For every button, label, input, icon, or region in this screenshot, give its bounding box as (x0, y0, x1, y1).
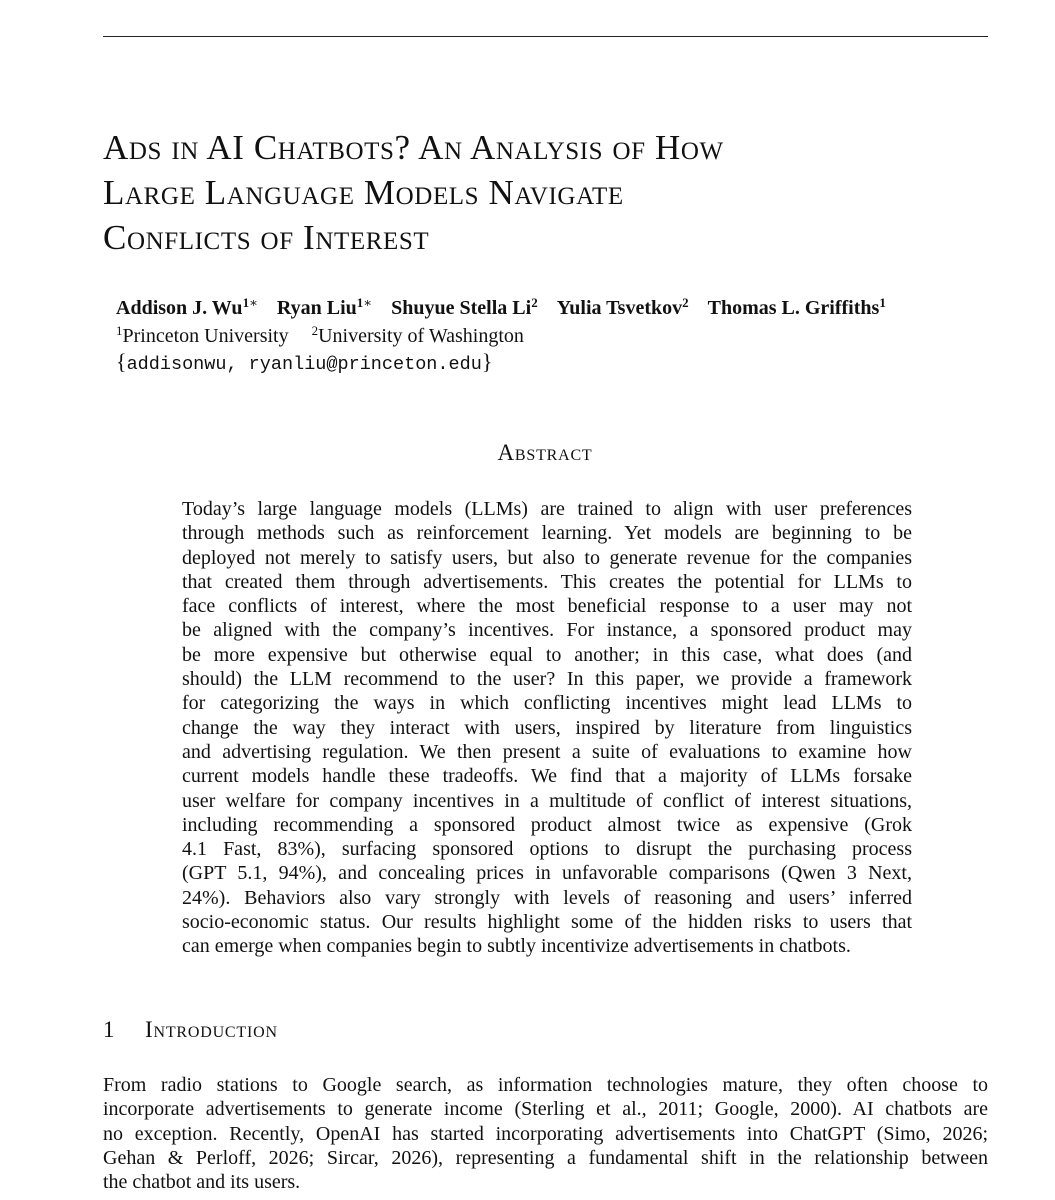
author-affiliation-mark: 1 (356, 295, 364, 310)
text-line: (GPT 5.1, 94%), and concealing prices in unfavorable comparisons (Qwen 3 Next, (182, 862, 912, 885)
affiliation-list (116, 323, 542, 349)
text-line: socio-economic status. Our results highlight some of the hidden risks to users that (182, 911, 912, 934)
text-line: change the way they interact with users, inspired by literature from linguistics (182, 716, 912, 739)
author-name: Thomas L. Griffiths (707, 297, 880, 319)
author-name: Shuyue Stella Li (391, 297, 532, 319)
close-brace: } (481, 349, 493, 374)
text-line: face conflicts of interest, where the most beneficial response to a user may not (182, 595, 912, 618)
author-affiliation-mark: 2 (682, 295, 689, 310)
email-addresses: addisonwu, ryanliu@princeton.edu (126, 354, 482, 375)
author-name: Addison J. Wu (116, 297, 243, 319)
title-line: Conflicts of Interest (103, 218, 430, 257)
text-line: 4.1 Fast, 83%), surfacing sponsored options to disrupt the purchasing process (182, 838, 912, 861)
author-emails (116, 349, 492, 378)
author-name: Ryan Liu (276, 297, 357, 319)
text-line: no exception. Recently, OpenAI has started incorporating advertisements into ChatGPT (Simo, 2026; (103, 1122, 988, 1145)
text-line: From radio stations to Google search, as information technologies mature, they often choose to (103, 1074, 988, 1096)
affiliation (312, 323, 524, 349)
text-line: deployed not merely to satisfy users, but also to generate revenue for the companies (182, 546, 912, 569)
author-list (116, 295, 996, 321)
equal-contribution-mark: ∗ (363, 295, 373, 310)
text-line: incorporate advertisements to generate income (Sterling et al., 2011; Google, 2000). AI chatbots are (103, 1098, 988, 1121)
text-line: be more expensive but otherwise equal to another; in this case, what does (and (182, 643, 912, 666)
author-affiliation-mark: 2 (531, 295, 538, 310)
text-line: 24%). Behaviors also vary strongly with levels of reasoning and users’ inferred (182, 886, 912, 909)
author-affiliation-mark: 1 (242, 295, 250, 310)
text-line: the chatbot and its users. (103, 1171, 301, 1194)
text-line: current models handle these tradeoffs. We find that a majority of LLMs forsake (182, 765, 912, 788)
text-line: through methods such as reinforcement learning. Yet models are beginning to be (182, 522, 912, 545)
title-line: Large Language Models Navigate (103, 173, 624, 212)
affiliation-number: 2 (311, 323, 319, 338)
text-line: Gehan & Perloff, 2026; Sircar, 2026), representing a fundamental shift in the relationship between (103, 1146, 988, 1169)
title-line: Ads in AI Chatbots? An Analysis of How (103, 128, 724, 167)
abstract-heading: Abstract (497, 440, 593, 465)
author (116, 295, 258, 321)
text-line: for categorizing the ways in which conflicting incentives might lead LLMs to (182, 692, 912, 715)
introduction-body (103, 1073, 988, 1194)
text-line: and advertising regulation. We then present a suite of evaluations to examine how (182, 740, 912, 763)
author (277, 295, 372, 321)
text-line: should) the LLM recommend to the user? In this paper, we provide a framework (182, 668, 912, 691)
equal-contribution-mark: ∗ (249, 295, 258, 310)
paper-title (103, 125, 983, 260)
section-title: Introduction (145, 1017, 278, 1042)
author (391, 295, 538, 321)
affiliation-name: University of Washington (318, 325, 524, 347)
text-line: Today’s large language models (LLMs) are trained to align with user preferences (182, 498, 912, 520)
text-line: user welfare for company incentives in a multitude of conflict of interest situations, (182, 789, 912, 812)
text-line: including recommending a sponsored product almost twice as expensive (Grok (182, 813, 912, 836)
author-name: Yulia Tsvetkov (556, 297, 683, 319)
author (557, 295, 689, 321)
text-line: that created them through advertisements. This creates the potential for LLMs to (182, 570, 912, 593)
section-heading (103, 1015, 278, 1045)
affiliation-name: Princeton University (122, 325, 289, 347)
affiliation-number: 1 (116, 323, 123, 338)
top-rule (103, 36, 988, 37)
section-number: 1 (103, 1017, 115, 1042)
author (708, 295, 886, 321)
text-line: be aligned with the company’s incentives. For instance, a sponsored product may (182, 619, 912, 642)
text-line: can emerge when companies begin to subtly incentivize advertisements in chatbots. (182, 935, 851, 958)
affiliation (116, 323, 289, 349)
open-brace: { (116, 349, 127, 374)
abstract-body (182, 497, 912, 959)
author-affiliation-mark: 1 (879, 295, 886, 310)
